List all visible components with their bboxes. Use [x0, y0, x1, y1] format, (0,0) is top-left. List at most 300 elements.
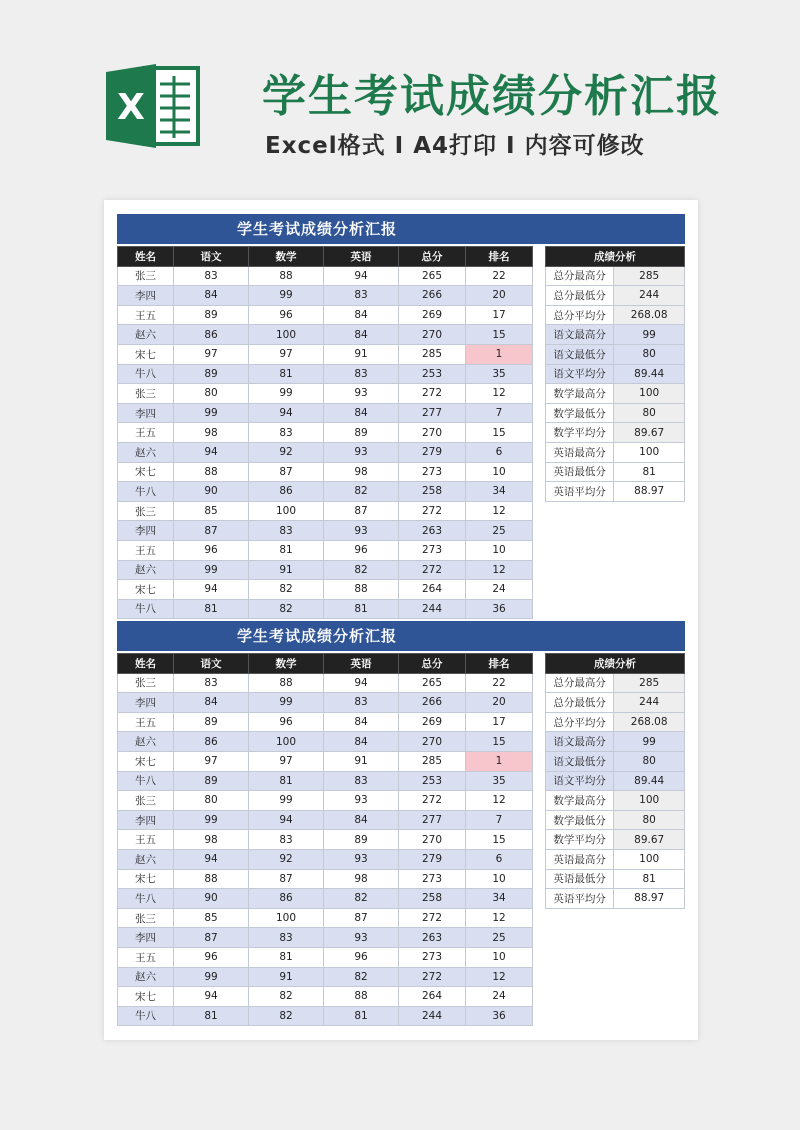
table-cell[interactable]: 91 [324, 751, 399, 771]
table-cell[interactable]: 赵六 [118, 732, 174, 752]
table-cell[interactable]: 100 [249, 325, 324, 345]
table-cell[interactable]: 15 [466, 325, 533, 345]
table-cell[interactable]: 83 [324, 771, 399, 791]
table-cell[interactable]: 96 [324, 947, 399, 967]
table-cell[interactable]: 285 [399, 751, 466, 771]
table-cell[interactable]: 赵六 [118, 560, 174, 580]
table-cell[interactable]: 宋七 [118, 869, 174, 889]
table-cell[interactable]: 张三 [118, 908, 174, 928]
table-cell[interactable]: 35 [466, 771, 533, 791]
analysis-row [546, 325, 685, 345]
page-header [0, 0, 800, 200]
table-cell[interactable]: 94 [174, 849, 249, 869]
analysis-value[interactable]: 100 [614, 384, 685, 404]
table-row [118, 693, 533, 713]
table-cell[interactable]: 李四 [118, 286, 174, 306]
table-cell[interactable]: 84 [324, 810, 399, 830]
table-row [118, 869, 533, 889]
table-cell[interactable]: 91 [249, 967, 324, 987]
table-cell[interactable]: 270 [399, 732, 466, 752]
table-cell[interactable]: 6 [466, 442, 533, 462]
column-header: 总分 [399, 654, 466, 674]
table-cell[interactable]: 264 [399, 987, 466, 1007]
table-cell[interactable]: 牛八 [118, 599, 174, 619]
analysis-value[interactable]: 89.44 [614, 364, 685, 384]
table-cell[interactable]: 86 [174, 732, 249, 752]
table-row [118, 889, 533, 909]
table-row [118, 403, 533, 423]
analysis-value[interactable]: 99 [614, 325, 685, 345]
table-cell[interactable]: 34 [466, 889, 533, 909]
table-cell[interactable]: 86 [174, 325, 249, 345]
table-cell[interactable]: 80 [174, 791, 249, 811]
table-cell[interactable]: 87 [174, 928, 249, 948]
table-cell[interactable]: 80 [174, 384, 249, 404]
column-header: 数学 [249, 247, 324, 267]
table-cell[interactable]: 91 [324, 344, 399, 364]
analysis-label[interactable]: 语文平均分 [546, 364, 614, 384]
analysis-row [546, 732, 685, 752]
page-subtitle: Excel格式 Ⅰ A4打印 Ⅰ 内容可修改 [265, 133, 645, 159]
analysis-label[interactable]: 总分最高分 [546, 266, 614, 286]
table-cell[interactable]: 93 [324, 928, 399, 948]
table-cell[interactable]: 85 [174, 501, 249, 521]
analysis-label[interactable]: 总分最低分 [546, 286, 614, 306]
analysis-value[interactable]: 268.08 [614, 305, 685, 325]
analysis-label[interactable]: 语文最高分 [546, 732, 614, 752]
table-cell[interactable]: 88 [324, 580, 399, 600]
table-cell[interactable]: 89 [174, 364, 249, 384]
table-cell[interactable]: 96 [249, 305, 324, 325]
table-cell[interactable]: 宋七 [118, 987, 174, 1007]
table-cell[interactable]: 92 [249, 849, 324, 869]
table-cell[interactable]: 82 [249, 580, 324, 600]
analysis-label[interactable]: 语文最低分 [546, 344, 614, 364]
table-cell[interactable]: 94 [249, 403, 324, 423]
analysis-label[interactable]: 总分平均分 [546, 712, 614, 732]
table-cell[interactable]: 83 [249, 928, 324, 948]
table-cell[interactable]: 94 [174, 580, 249, 600]
analysis-label[interactable]: 数学最高分 [546, 384, 614, 404]
table-cell[interactable]: 98 [174, 830, 249, 850]
table-row [118, 580, 533, 600]
table-cell[interactable]: 277 [399, 810, 466, 830]
analysis-value[interactable]: 81 [614, 462, 685, 482]
column-header: 排名 [466, 247, 533, 267]
table-cell[interactable]: 35 [466, 364, 533, 384]
table-cell[interactable]: 253 [399, 771, 466, 791]
analysis-value[interactable]: 100 [614, 849, 685, 869]
analysis-label[interactable]: 英语最低分 [546, 869, 614, 889]
table-cell[interactable]: 244 [399, 599, 466, 619]
table-cell[interactable]: 99 [249, 791, 324, 811]
table-cell[interactable]: 25 [466, 928, 533, 948]
table-cell[interactable]: 92 [249, 442, 324, 462]
table-cell[interactable]: 91 [249, 560, 324, 580]
table-cell[interactable]: 270 [399, 325, 466, 345]
table-cell[interactable]: 12 [466, 560, 533, 580]
analysis-label[interactable]: 总分最低分 [546, 693, 614, 713]
analysis-value[interactable]: 89.44 [614, 771, 685, 791]
score-table [117, 653, 533, 1026]
table-cell[interactable]: 97 [174, 344, 249, 364]
table-cell[interactable]: 94 [174, 442, 249, 462]
table-cell[interactable]: 279 [399, 849, 466, 869]
analysis-value[interactable]: 268.08 [614, 712, 685, 732]
analysis-value[interactable]: 80 [614, 810, 685, 830]
analysis-row [546, 403, 685, 423]
analysis-label[interactable]: 语文平均分 [546, 771, 614, 791]
table-cell[interactable]: 17 [466, 712, 533, 732]
table-cell[interactable]: 272 [399, 560, 466, 580]
table-cell[interactable]: 宋七 [118, 751, 174, 771]
table-cell[interactable]: 10 [466, 540, 533, 560]
table-cell[interactable]: 88 [324, 987, 399, 1007]
report-block-2 [117, 621, 685, 1026]
table-cell[interactable]: 90 [174, 482, 249, 502]
table-cell[interactable]: 279 [399, 442, 466, 462]
table-cell[interactable]: 97 [249, 751, 324, 771]
table-cell[interactable]: 269 [399, 712, 466, 732]
table-cell[interactable]: 273 [399, 947, 466, 967]
table-cell[interactable]: 1 [466, 751, 533, 771]
table-cell[interactable]: 牛八 [118, 1006, 174, 1026]
analysis-row [546, 266, 685, 286]
table-row [118, 849, 533, 869]
table-cell[interactable]: 96 [174, 540, 249, 560]
table-cell[interactable]: 258 [399, 889, 466, 909]
table-cell[interactable]: 93 [324, 384, 399, 404]
table-cell[interactable]: 84 [324, 403, 399, 423]
analysis-label[interactable]: 总分最高分 [546, 673, 614, 693]
analysis-label[interactable]: 英语平均分 [546, 482, 614, 502]
table-cell[interactable]: 89 [324, 423, 399, 443]
table-cell[interactable]: 264 [399, 580, 466, 600]
table-cell[interactable]: 1 [466, 344, 533, 364]
table-cell[interactable]: 266 [399, 693, 466, 713]
table-cell[interactable]: 272 [399, 384, 466, 404]
analysis-value[interactable]: 89.67 [614, 830, 685, 850]
table-cell[interactable]: 赵六 [118, 442, 174, 462]
analysis-label[interactable]: 数学平均分 [546, 423, 614, 443]
analysis-label[interactable]: 数学平均分 [546, 830, 614, 850]
analysis-label[interactable]: 数学最低分 [546, 403, 614, 423]
analysis-value[interactable]: 99 [614, 732, 685, 752]
table-cell[interactable]: 82 [324, 482, 399, 502]
table-cell[interactable]: 273 [399, 869, 466, 889]
table-cell[interactable]: 96 [249, 712, 324, 732]
table-cell[interactable]: 98 [324, 462, 399, 482]
analysis-value[interactable]: 88.97 [614, 482, 685, 502]
table-cell[interactable]: 22 [466, 673, 533, 693]
table-cell[interactable]: 36 [466, 1006, 533, 1026]
analysis-value[interactable]: 100 [614, 791, 685, 811]
table-cell[interactable]: 6 [466, 849, 533, 869]
table-cell[interactable]: 王五 [118, 305, 174, 325]
table-cell[interactable]: 94 [174, 987, 249, 1007]
table-cell[interactable]: 272 [399, 791, 466, 811]
table-cell[interactable]: 100 [249, 501, 324, 521]
table-cell[interactable]: 96 [324, 540, 399, 560]
table-cell[interactable]: 93 [324, 791, 399, 811]
table-cell[interactable]: 牛八 [118, 771, 174, 791]
table-cell[interactable]: 20 [466, 286, 533, 306]
analysis-label[interactable]: 总分平均分 [546, 305, 614, 325]
table-cell[interactable]: 81 [249, 364, 324, 384]
table-cell[interactable]: 王五 [118, 947, 174, 967]
table-cell[interactable]: 赵六 [118, 967, 174, 987]
table-cell[interactable]: 李四 [118, 928, 174, 948]
analysis-row [546, 286, 685, 306]
analysis-label[interactable]: 语文最高分 [546, 325, 614, 345]
table-cell[interactable]: 87 [174, 521, 249, 541]
table-cell[interactable]: 87 [324, 908, 399, 928]
column-header: 语文 [174, 654, 249, 674]
table-cell[interactable]: 270 [399, 423, 466, 443]
table-cell[interactable]: 96 [174, 947, 249, 967]
analysis-label[interactable]: 语文最低分 [546, 751, 614, 771]
table-cell[interactable]: 93 [324, 521, 399, 541]
table-cell[interactable]: 25 [466, 521, 533, 541]
table-cell[interactable]: 253 [399, 364, 466, 384]
table-cell[interactable]: 36 [466, 599, 533, 619]
table-cell[interactable]: 93 [324, 442, 399, 462]
table-cell[interactable]: 10 [466, 869, 533, 889]
table-cell[interactable]: 83 [324, 364, 399, 384]
analysis-label[interactable]: 英语平均分 [546, 889, 614, 909]
table-cell[interactable]: 李四 [118, 810, 174, 830]
table-cell[interactable]: 84 [324, 325, 399, 345]
table-cell[interactable]: 12 [466, 791, 533, 811]
table-cell[interactable]: 99 [249, 693, 324, 713]
table-cell[interactable]: 82 [324, 560, 399, 580]
table-cell[interactable]: 82 [324, 889, 399, 909]
analysis-value[interactable]: 89.67 [614, 423, 685, 443]
analysis-label[interactable]: 英语最高分 [546, 849, 614, 869]
table-cell[interactable]: 10 [466, 462, 533, 482]
table-cell[interactable]: 86 [249, 482, 324, 502]
table-row [118, 810, 533, 830]
table-cell[interactable]: 王五 [118, 423, 174, 443]
table-cell[interactable]: 99 [174, 810, 249, 830]
table-cell[interactable]: 7 [466, 403, 533, 423]
table-cell[interactable]: 85 [174, 908, 249, 928]
column-header: 排名 [466, 654, 533, 674]
analysis-row [546, 869, 685, 889]
table-cell[interactable]: 258 [399, 482, 466, 502]
table-cell[interactable]: 99 [174, 967, 249, 987]
table-cell[interactable]: 265 [399, 266, 466, 286]
table-cell[interactable]: 88 [174, 869, 249, 889]
column-header: 语文 [174, 247, 249, 267]
table-cell[interactable]: 84 [174, 286, 249, 306]
table-cell[interactable]: 98 [174, 423, 249, 443]
table-cell[interactable]: 93 [324, 849, 399, 869]
table-cell[interactable]: 266 [399, 286, 466, 306]
table-cell[interactable]: 李四 [118, 693, 174, 713]
table-cell[interactable]: 94 [249, 810, 324, 830]
table-cell[interactable]: 87 [249, 869, 324, 889]
table-cell[interactable]: 99 [249, 384, 324, 404]
table-cell[interactable]: 84 [174, 693, 249, 713]
table-cell[interactable]: 90 [174, 889, 249, 909]
table-cell[interactable]: 22 [466, 266, 533, 286]
table-cell[interactable]: 张三 [118, 673, 174, 693]
analysis-value[interactable]: 80 [614, 403, 685, 423]
table-cell[interactable]: 12 [466, 908, 533, 928]
table-cell[interactable]: 100 [249, 732, 324, 752]
analysis-value[interactable]: 244 [614, 693, 685, 713]
table-cell[interactable]: 265 [399, 673, 466, 693]
analysis-row [546, 344, 685, 364]
table-cell[interactable]: 12 [466, 967, 533, 987]
table-cell[interactable]: 12 [466, 501, 533, 521]
table-cell[interactable]: 张三 [118, 501, 174, 521]
table-cell[interactable]: 83 [249, 521, 324, 541]
table-cell[interactable]: 272 [399, 967, 466, 987]
analysis-header-row [546, 247, 685, 267]
table-cell[interactable]: 赵六 [118, 849, 174, 869]
table-cell[interactable]: 82 [324, 967, 399, 987]
table-cell[interactable]: 88 [249, 266, 324, 286]
table-cell[interactable]: 81 [249, 771, 324, 791]
table-cell[interactable]: 宋七 [118, 344, 174, 364]
table-cell[interactable]: 赵六 [118, 325, 174, 345]
table-cell[interactable]: 89 [174, 771, 249, 791]
analysis-row [546, 849, 685, 869]
table-cell[interactable]: 宋七 [118, 462, 174, 482]
table-cell[interactable]: 87 [324, 501, 399, 521]
table-cell[interactable]: 89 [174, 712, 249, 732]
table-cell[interactable]: 100 [249, 908, 324, 928]
table-cell[interactable]: 83 [174, 673, 249, 693]
table-cell[interactable]: 王五 [118, 540, 174, 560]
table-cell[interactable]: 272 [399, 501, 466, 521]
table-row [118, 540, 533, 560]
analysis-value[interactable]: 244 [614, 286, 685, 306]
table-cell[interactable]: 94 [324, 266, 399, 286]
table-cell[interactable]: 244 [399, 1006, 466, 1026]
table-cell[interactable]: 82 [249, 599, 324, 619]
table-cell[interactable]: 王五 [118, 830, 174, 850]
table-cell[interactable]: 84 [324, 305, 399, 325]
table-cell[interactable]: 273 [399, 540, 466, 560]
table-cell[interactable]: 15 [466, 830, 533, 850]
table-cell[interactable]: 81 [249, 947, 324, 967]
table-cell[interactable]: 269 [399, 305, 466, 325]
header-row [118, 654, 533, 674]
table-cell[interactable]: 270 [399, 830, 466, 850]
table-cell[interactable]: 263 [399, 928, 466, 948]
analysis-value[interactable]: 285 [614, 673, 685, 693]
table-cell[interactable]: 20 [466, 693, 533, 713]
analysis-label[interactable]: 英语最低分 [546, 462, 614, 482]
analysis-value[interactable]: 285 [614, 266, 685, 286]
table-cell[interactable]: 86 [249, 889, 324, 909]
table-cell[interactable]: 张三 [118, 266, 174, 286]
analysis-value[interactable]: 88.97 [614, 889, 685, 909]
column-header: 总分 [399, 247, 466, 267]
table-cell[interactable]: 88 [249, 673, 324, 693]
analysis-label[interactable]: 英语最高分 [546, 442, 614, 462]
table-cell[interactable]: 89 [174, 305, 249, 325]
table-cell[interactable]: 张三 [118, 384, 174, 404]
table-cell[interactable]: 牛八 [118, 482, 174, 502]
analysis-value[interactable]: 80 [614, 751, 685, 771]
table-cell[interactable]: 牛八 [118, 889, 174, 909]
table-cell[interactable]: 34 [466, 482, 533, 502]
table-cell[interactable]: 88 [174, 462, 249, 482]
table-cell[interactable]: 李四 [118, 521, 174, 541]
table-cell[interactable]: 牛八 [118, 364, 174, 384]
column-header: 英语 [324, 247, 399, 267]
analysis-value[interactable]: 100 [614, 442, 685, 462]
table-cell[interactable]: 83 [324, 693, 399, 713]
table-cell[interactable]: 15 [466, 423, 533, 443]
table-cell[interactable]: 272 [399, 908, 466, 928]
table-cell[interactable]: 15 [466, 732, 533, 752]
table-cell[interactable]: 84 [324, 732, 399, 752]
table-cell[interactable]: 83 [174, 266, 249, 286]
table-cell[interactable]: 273 [399, 462, 466, 482]
table-cell[interactable]: 97 [249, 344, 324, 364]
analysis-label[interactable]: 数学最高分 [546, 791, 614, 811]
table-cell[interactable]: 81 [324, 599, 399, 619]
table-cell[interactable]: 277 [399, 403, 466, 423]
table-row [118, 908, 533, 928]
table-cell[interactable]: 81 [249, 540, 324, 560]
table-cell[interactable]: 81 [174, 599, 249, 619]
table-cell[interactable]: 82 [249, 987, 324, 1007]
table-cell[interactable]: 7 [466, 810, 533, 830]
table-cell[interactable]: 285 [399, 344, 466, 364]
analysis-row [546, 693, 685, 713]
table-cell[interactable]: 83 [324, 286, 399, 306]
table-cell[interactable]: 84 [324, 712, 399, 732]
table-cell[interactable]: 81 [174, 1006, 249, 1026]
analysis-value[interactable]: 81 [614, 869, 685, 889]
table-cell[interactable]: 10 [466, 947, 533, 967]
table-cell[interactable]: 99 [174, 403, 249, 423]
table-cell[interactable]: 98 [324, 869, 399, 889]
table-row [118, 771, 533, 791]
analysis-value[interactable]: 80 [614, 344, 685, 364]
analysis-table [545, 246, 685, 502]
table-cell[interactable]: 24 [466, 580, 533, 600]
table-cell[interactable]: 82 [249, 1006, 324, 1026]
table-cell[interactable]: 97 [174, 751, 249, 771]
table-cell[interactable]: 99 [174, 560, 249, 580]
table-cell[interactable]: 李四 [118, 403, 174, 423]
table-cell[interactable]: 17 [466, 305, 533, 325]
analysis-label[interactable]: 数学最低分 [546, 810, 614, 830]
page-title: 学生考试成绩分析汇报 [262, 71, 722, 122]
table-cell[interactable]: 81 [324, 1006, 399, 1026]
table-cell[interactable]: 94 [324, 673, 399, 693]
table-cell[interactable]: 张三 [118, 791, 174, 811]
table-cell[interactable]: 24 [466, 987, 533, 1007]
table-cell[interactable]: 83 [249, 830, 324, 850]
table-cell[interactable]: 87 [249, 462, 324, 482]
table-cell[interactable]: 宋七 [118, 580, 174, 600]
table-cell[interactable]: 89 [324, 830, 399, 850]
table-cell[interactable]: 99 [249, 286, 324, 306]
table-cell[interactable]: 王五 [118, 712, 174, 732]
table-cell[interactable]: 83 [249, 423, 324, 443]
table-cell[interactable]: 12 [466, 384, 533, 404]
table-cell[interactable]: 263 [399, 521, 466, 541]
analysis-row [546, 791, 685, 811]
